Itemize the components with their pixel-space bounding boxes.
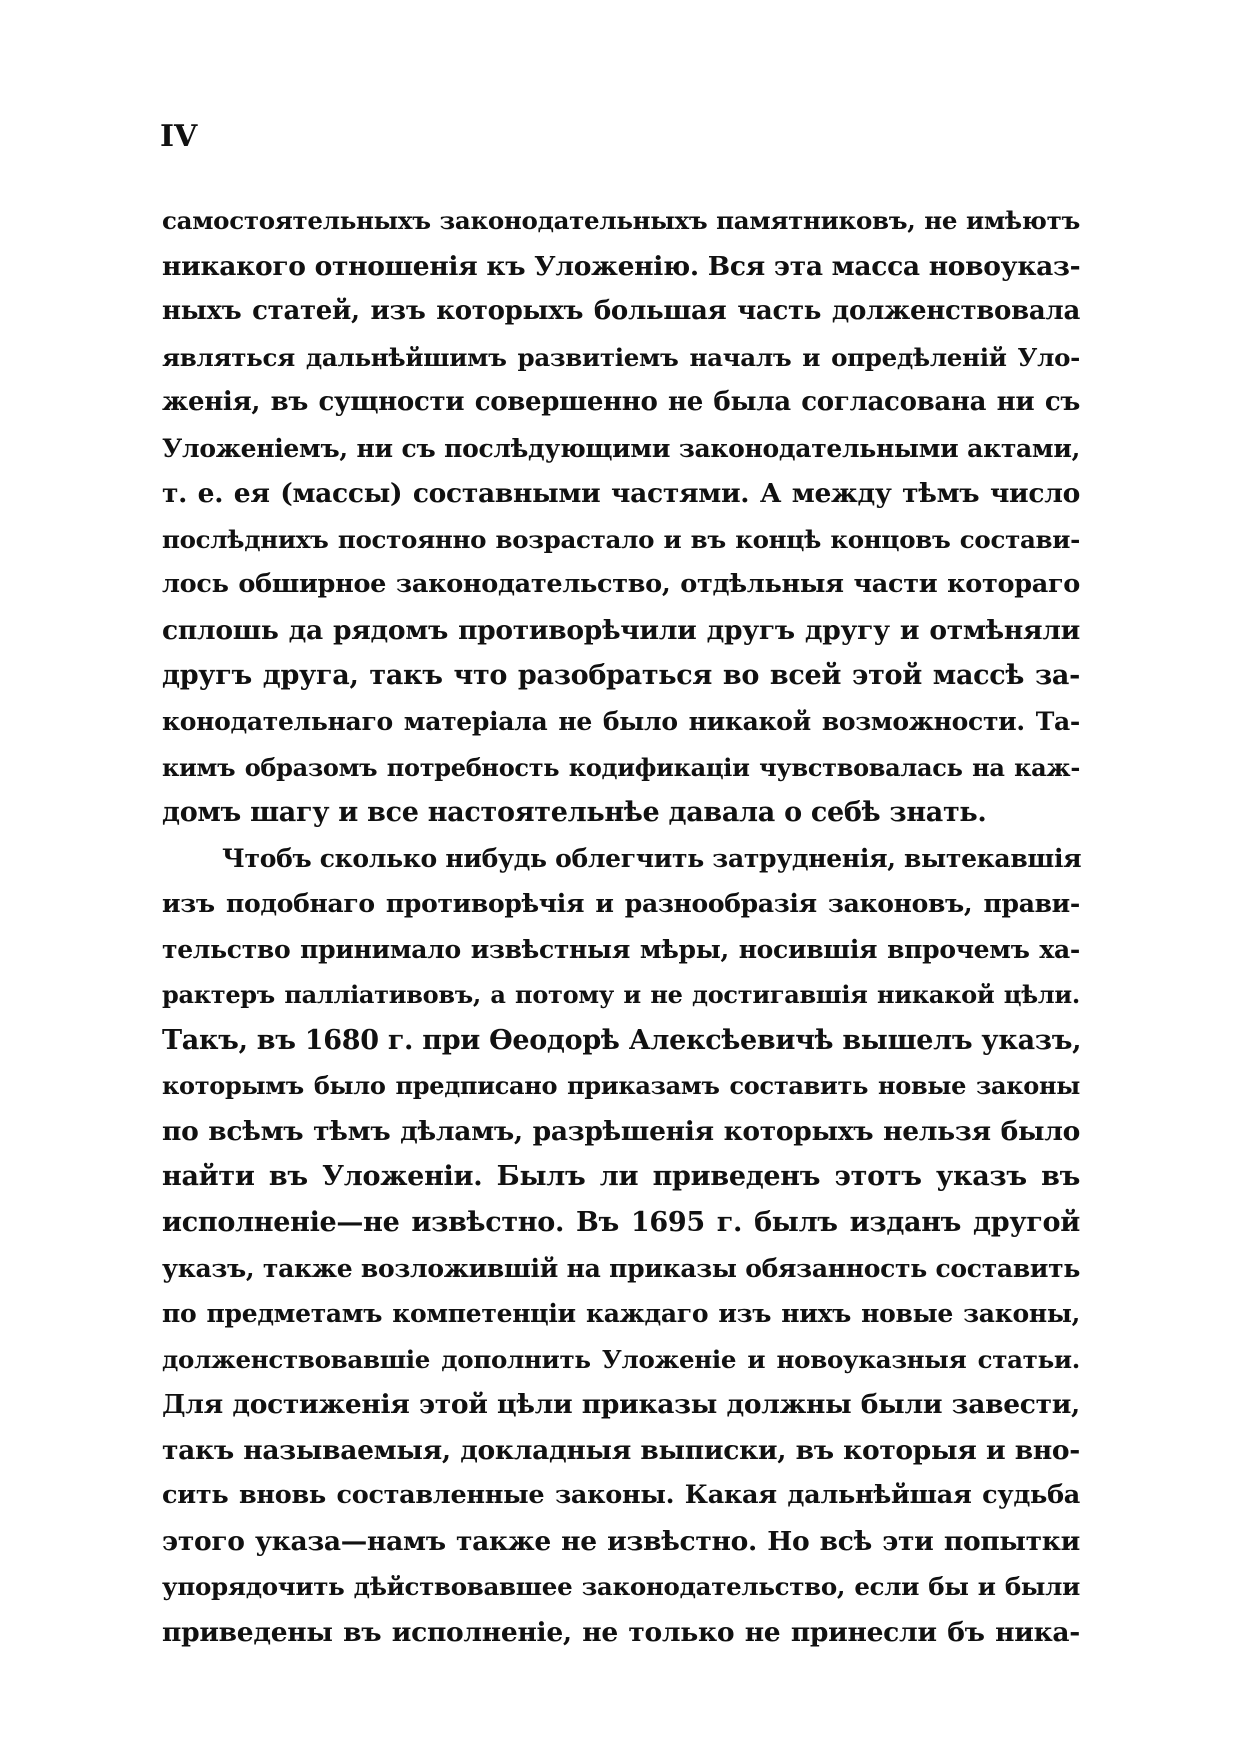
body-text <box>162 198 1080 1656</box>
page-number: IV <box>160 119 198 154</box>
text-line: исполненіе—не извѣстно. Въ 1695 г. былъ изданъ другой <box>162 1207 1080 1239</box>
text-line: Для достиженія этой цѣли приказы должны были завести, <box>162 1389 1080 1421</box>
text-line: этого указа—намъ также не извѣстно. Но всѣ эти попытки <box>162 1525 1080 1557</box>
text-line: Такъ, въ 1680 г. при Ѳеодорѣ Алексѣевичѣ вышелъ указъ, <box>162 1024 1082 1056</box>
text-line: ныхъ статей, изъ которыхъ большая часть долженствовала <box>162 296 1080 327</box>
text-line: другъ друга, такъ что разобраться во всей этой массѣ за- <box>162 660 1080 692</box>
text-line: т. е. ея (массы) составными частями. А между тѣмъ число <box>162 478 1080 510</box>
paragraph-2 <box>162 836 1080 1656</box>
text-line: которымъ было предписано приказамъ составить новые законы <box>162 1071 1080 1101</box>
text-line: тельство принимало извѣстныя мѣры, носившія впрочемъ ха- <box>162 934 1080 964</box>
text-line: Уложеніемъ, ни съ послѣдующими законодательными актами, <box>162 433 1080 463</box>
text-line: по всѣмъ тѣмъ дѣламъ, разрѣшенія которыхъ нельзя было <box>162 1115 1080 1147</box>
text-line: являться дальнѣйшимъ развитіемъ началъ и опредѣленій Уло- <box>162 342 1080 372</box>
text-line: женія, въ сущности совершенно не была согласована ни съ <box>162 387 1080 418</box>
text-line: лось обширное законодательство, отдѣльныя части котораго <box>162 569 1080 600</box>
text-line: найти въ Уложеніи. Былъ ли приведенъ этотъ указъ въ <box>162 1161 1080 1193</box>
text-line: Чтобъ сколько нибудь облегчить затрудненія, вытекавшія <box>222 843 1082 873</box>
text-line: послѣднихъ постоянно возрастало и въ концѣ концовъ состави- <box>162 524 1080 554</box>
text-line: сить вновь составленные законы. Какая дальнѣйшая судьба <box>162 1480 1080 1511</box>
text-line: по предметамъ компетенціи каждаго изъ нихъ новые законы, <box>162 1299 1080 1329</box>
paragraph-1 <box>162 198 1080 836</box>
text-line: конодательнаго матеріала не было никакой возможности. Та- <box>162 707 1080 737</box>
text-line: кимъ образомъ потребность кодификаціи чувствовалась на каж- <box>162 752 1080 782</box>
text-line: такъ называемыя, докладныя выписки, въ которыя и вно- <box>162 1434 1080 1466</box>
text-line: указъ, также возложившій на приказы обязанность составить <box>162 1253 1080 1283</box>
text-line: рактеръ палліативовъ, а потому и не достигавшія никакой цѣли. <box>162 980 1080 1010</box>
text-line: долженствовавшіе дополнить Уложеніе и новоуказныя статьи. <box>162 1344 1080 1374</box>
text-line: изъ подобнаго противорѣчія и разнообразія законовъ, прави- <box>162 889 1080 919</box>
text-line: домъ шагу и все настоятельнѣе давала о себѣ знать. <box>162 797 987 829</box>
text-line: упорядочить дѣйствовавшее законодательство, если бы и были <box>162 1572 1080 1602</box>
text-line: сплошь да рядомъ противорѣчили другъ другу и отмѣняли <box>162 614 1080 646</box>
text-line: самостоятельныхъ законодательныхъ памятниковъ, не имѣютъ <box>162 206 1080 235</box>
text-line: приведены въ исполненіе, не только не принесли бъ ника- <box>162 1616 1080 1648</box>
text-line: никакого отношенія къ Уложенію. Вся эта масса новоуказ- <box>162 250 1081 282</box>
